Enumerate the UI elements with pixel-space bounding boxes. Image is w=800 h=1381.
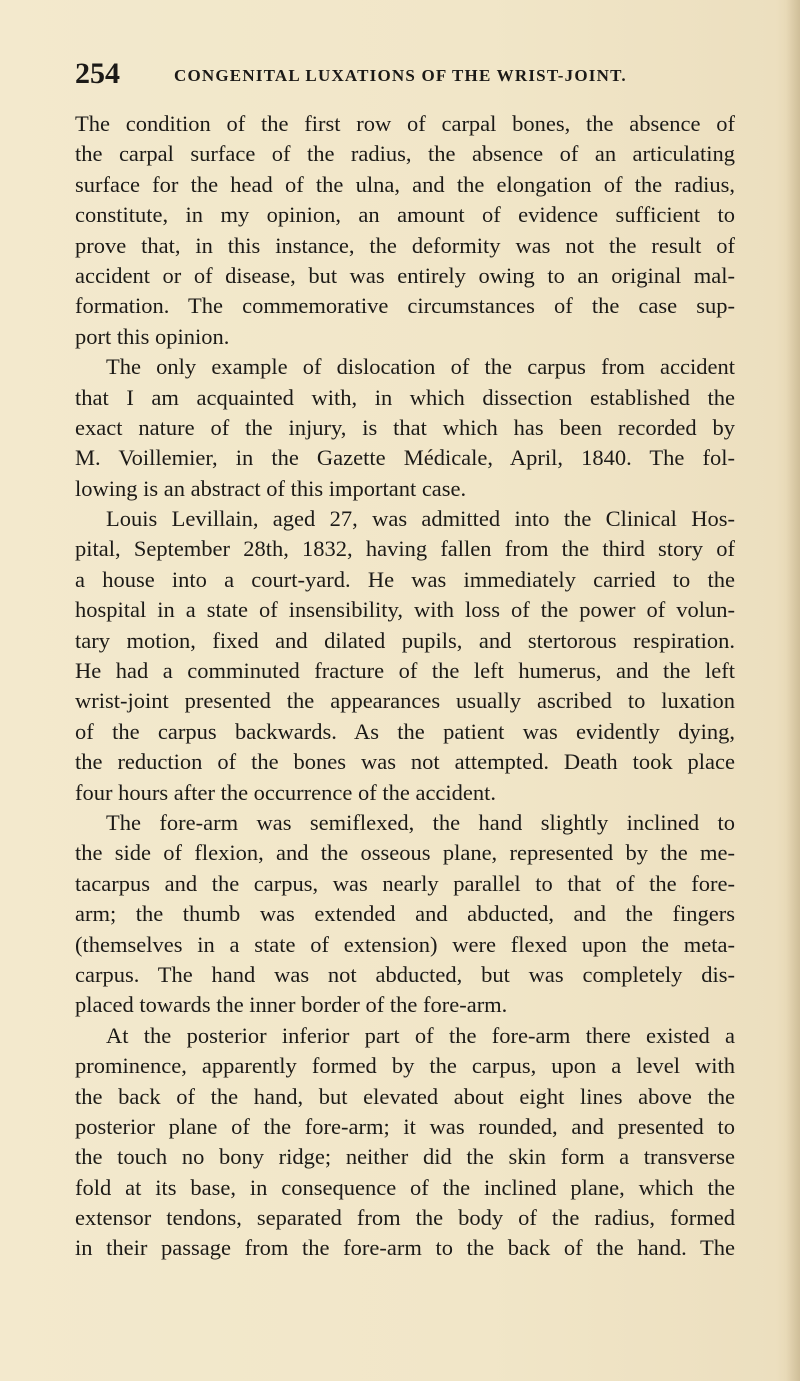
text-line: prominence, apparently formed by the carpus, upon a level with — [75, 1053, 735, 1079]
page-edge-shadow — [786, 0, 800, 1381]
paragraph — [75, 808, 735, 1021]
page-number: 254 — [75, 57, 120, 90]
text-line: four hours after the occurrence of the accident. — [75, 779, 497, 805]
paragraph — [75, 109, 735, 352]
text-line: At the posterior inferior part of the fore-arm there existed a — [106, 1022, 735, 1048]
text-line: wrist-joint presented the appearances usually ascribed to luxation — [75, 688, 735, 714]
paragraph — [75, 352, 735, 504]
text-line: (themselves in a state of extension) were flexed upon the meta- — [75, 931, 735, 957]
text-line: hospital in a state of insensibility, with loss of the power of volun- — [75, 597, 735, 623]
paragraph — [75, 1021, 735, 1264]
text-line: the touch no bony ridge; neither did the skin form a transverse — [75, 1144, 735, 1170]
text-line: the carpal surface of the radius, the absence of an articulating — [75, 141, 735, 167]
text-line: of the carpus backwards. As the patient was evidently dying, — [75, 718, 735, 744]
text-line: The fore-arm was semiflexed, the hand slightly inclined to — [106, 809, 735, 835]
body-text — [75, 109, 735, 1264]
text-line: surface for the head of the ulna, and the elongation of the radius, — [75, 171, 735, 197]
text-line: posterior plane of the fore-arm; it was rounded, and presented to — [75, 1113, 735, 1139]
text-line: the reduction of the bones was not attempted. Death took place — [75, 749, 735, 775]
text-line: in their passage from the fore-arm to the back of the hand. The — [75, 1235, 735, 1261]
paragraph — [75, 504, 735, 808]
text-line: port this opinion. — [75, 323, 230, 349]
text-line: arm; the thumb was extended and abducted, and the fingers — [75, 901, 735, 927]
text-line: extensor tendons, separated from the body of the radius, formed — [75, 1205, 735, 1231]
text-line: Louis Levillain, aged 27, was admitted into the Clinical Hos- — [106, 506, 735, 532]
text-line: tary motion, fixed and dilated pupils, and stertorous respiration. — [75, 627, 735, 653]
text-line: prove that, in this instance, the deformity was not the result of — [75, 232, 735, 258]
text-line: exact nature of the injury, is that which has been recorded by — [75, 414, 735, 440]
text-line: placed towards the inner border of the fore-arm. — [75, 992, 508, 1018]
text-line: M. Voillemier, in the Gazette Médicale, April, 1840. The fol- — [75, 445, 735, 471]
text-line: a house into a court-yard. He was immediately carried to the — [75, 566, 735, 592]
text-line: fold at its base, in consequence of the inclined plane, which the — [75, 1174, 735, 1200]
text-line: the back of the hand, but elevated about eight lines above the — [75, 1083, 735, 1109]
text-line: pital, September 28th, 1832, having fallen from the third story of — [75, 536, 735, 562]
text-line: carpus. The hand was not abducted, but was completely dis- — [75, 961, 735, 987]
text-line: that I am acquainted with, in which dissection established the — [75, 384, 735, 410]
text-line: constitute, in my opinion, an amount of evidence sufficient to — [75, 202, 735, 228]
text-line: formation. The commemorative circumstances of the case sup- — [75, 293, 735, 319]
text-line: The only example of dislocation of the carpus from accident — [106, 354, 735, 380]
text-line: lowing is an abstract of this important case. — [75, 475, 467, 501]
page-header — [75, 58, 735, 98]
text-line: tacarpus and the carpus, was nearly parallel to that of the fore- — [75, 870, 735, 896]
text-line: accident or of disease, but was entirely owing to an original mal- — [75, 262, 735, 288]
text-line: The condition of the first row of carpal bones, the absence of — [75, 111, 735, 136]
running-head: CONGENITAL LUXATIONS OF THE WRIST-JOINT. — [174, 66, 627, 85]
text-line: the side of flexion, and the osseous plane, represented by the me- — [75, 840, 735, 866]
text-line: He had a comminuted fracture of the left humerus, and the left — [75, 658, 735, 684]
